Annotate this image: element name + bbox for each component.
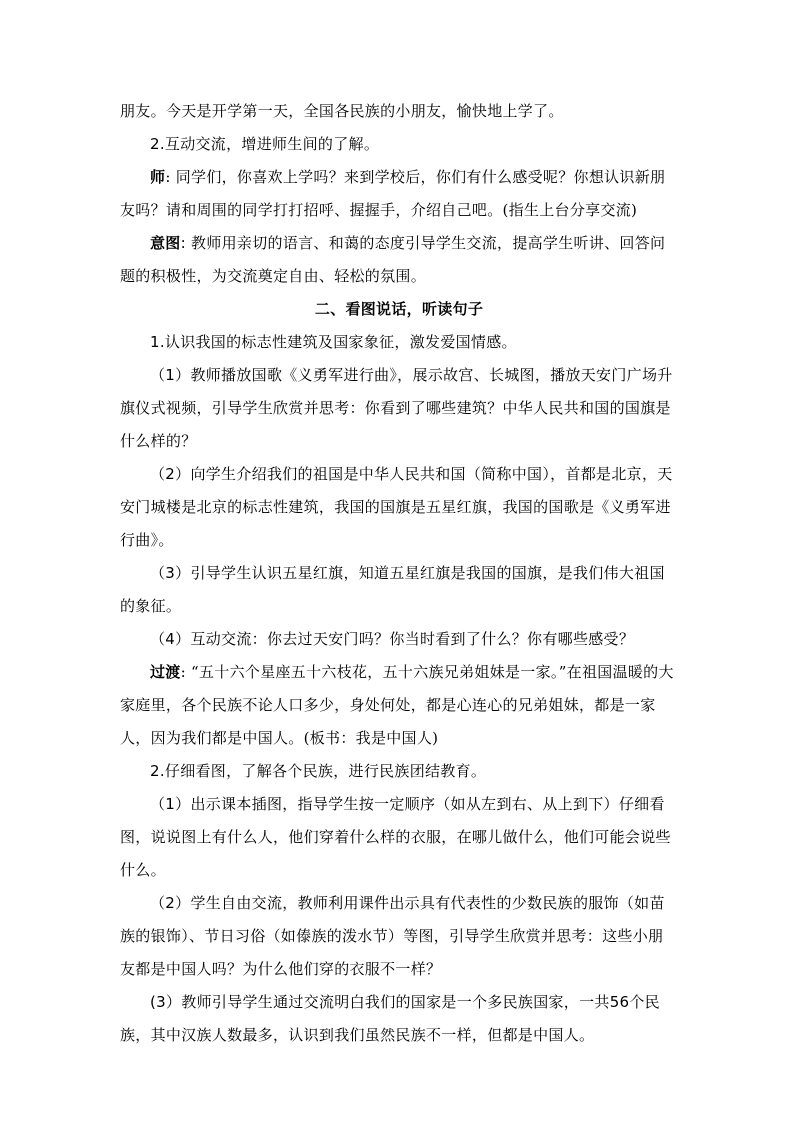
paragraph-section-2: 2.互动交流，增进师生间的了解。: [150, 135, 380, 153]
paragraph-item-2: 2.仔细看图，了解各个民族，进行民族团结教育。: [150, 762, 487, 780]
intent-text: : 教师用亲切的语言、和蔼的态度引导学生交流，提高学生听讲、回答问题的积极性，为交流奠定自由、轻松的氛围。: [120, 234, 666, 285]
transition-text: : “五十六个星座五十六枝花，五十六族兄弟姐妹是一家。”在祖国温暖的大家庭里，各个民族不论人口多少，身处何处，都是心连心的兄弟姐妹，都是一家人，因为我们都是中国人。(板书：我是中国人): [120, 663, 674, 747]
intent-label: 意图: [150, 234, 181, 252]
paragraph-sub-7: (3）教师引导学生通过交流明白我们的国家是一个多民族国家，一共56个民族，其中汉族人数最多，认识到我们虽然民族不一样，但都是中国人。: [120, 993, 660, 1044]
transition-label: 过渡: [150, 663, 181, 681]
teacher-speech-text: : 同学们，你喜欢上学吗？来到学校后，你们有什么感受呢？你想认识新朋友吗？请和周围的同学打打招呼、握握手，介绍自己吧。(指生上台分享交流): [120, 168, 666, 219]
paragraph-sub-1: （1）教师播放国歌《义勇军进行曲》，展示故宫、长城图，播放天安门广场升旗仪式视频，引导学生欣赏并思考：你看到了哪些建筑？中华人民共和国的国旗是什么样的？: [120, 366, 673, 450]
paragraph-sub-6: （2）学生自由交流，教师利用课件出示具有代表性的少数民族的服饰（如苗族的银饰）、节日习俗（如傣族的泼水节）等图，引导学生欣赏并思考：这些小朋友都是中国人吗？为什么他们穿的衣服不一样？: [120, 894, 665, 978]
document-body: [120, 95, 678, 1052]
paragraph-sub-2: （2）向学生介绍我们的祖国是中华人民共和国（简称中国），首都是北京，天安门城楼是北京的标志性建筑，我国的国旗是五星红旗，我国的国歌是《义勇军进行曲》。: [120, 465, 673, 549]
paragraph-transition: [120, 656, 678, 755]
paragraph-continuation: 朋友。今天是开学第一天，全国各民族的小朋友，愉快地上学了。: [120, 102, 564, 120]
paragraph-teacher-speech: [120, 161, 678, 227]
paragraph-item-1: 1.认识我国的标志性建筑及国家象征，激发爱国情感。: [150, 333, 517, 351]
paragraph-intent: [120, 227, 678, 293]
teacher-label: 师: [150, 168, 166, 186]
paragraph-sub-3: （3）引导学生认识五星红旗，知道五星红旗是我国的国旗，是我们伟大祖国的象征。: [120, 564, 665, 615]
paragraph-sub-5: （1）出示课本插图，指导学生按一定顺序（如从左到右、从上到下）仔细看图，说说图上有什么人，他们穿着什么样的衣服，在哪儿做什么，他们可能会说些什么。: [120, 795, 671, 879]
section-heading: 二、看图说话，听读句子: [314, 300, 484, 318]
paragraph-sub-4: （4）互动交流：你去过天安门吗？你当时看到了什么？你有哪些感受？: [150, 630, 635, 648]
